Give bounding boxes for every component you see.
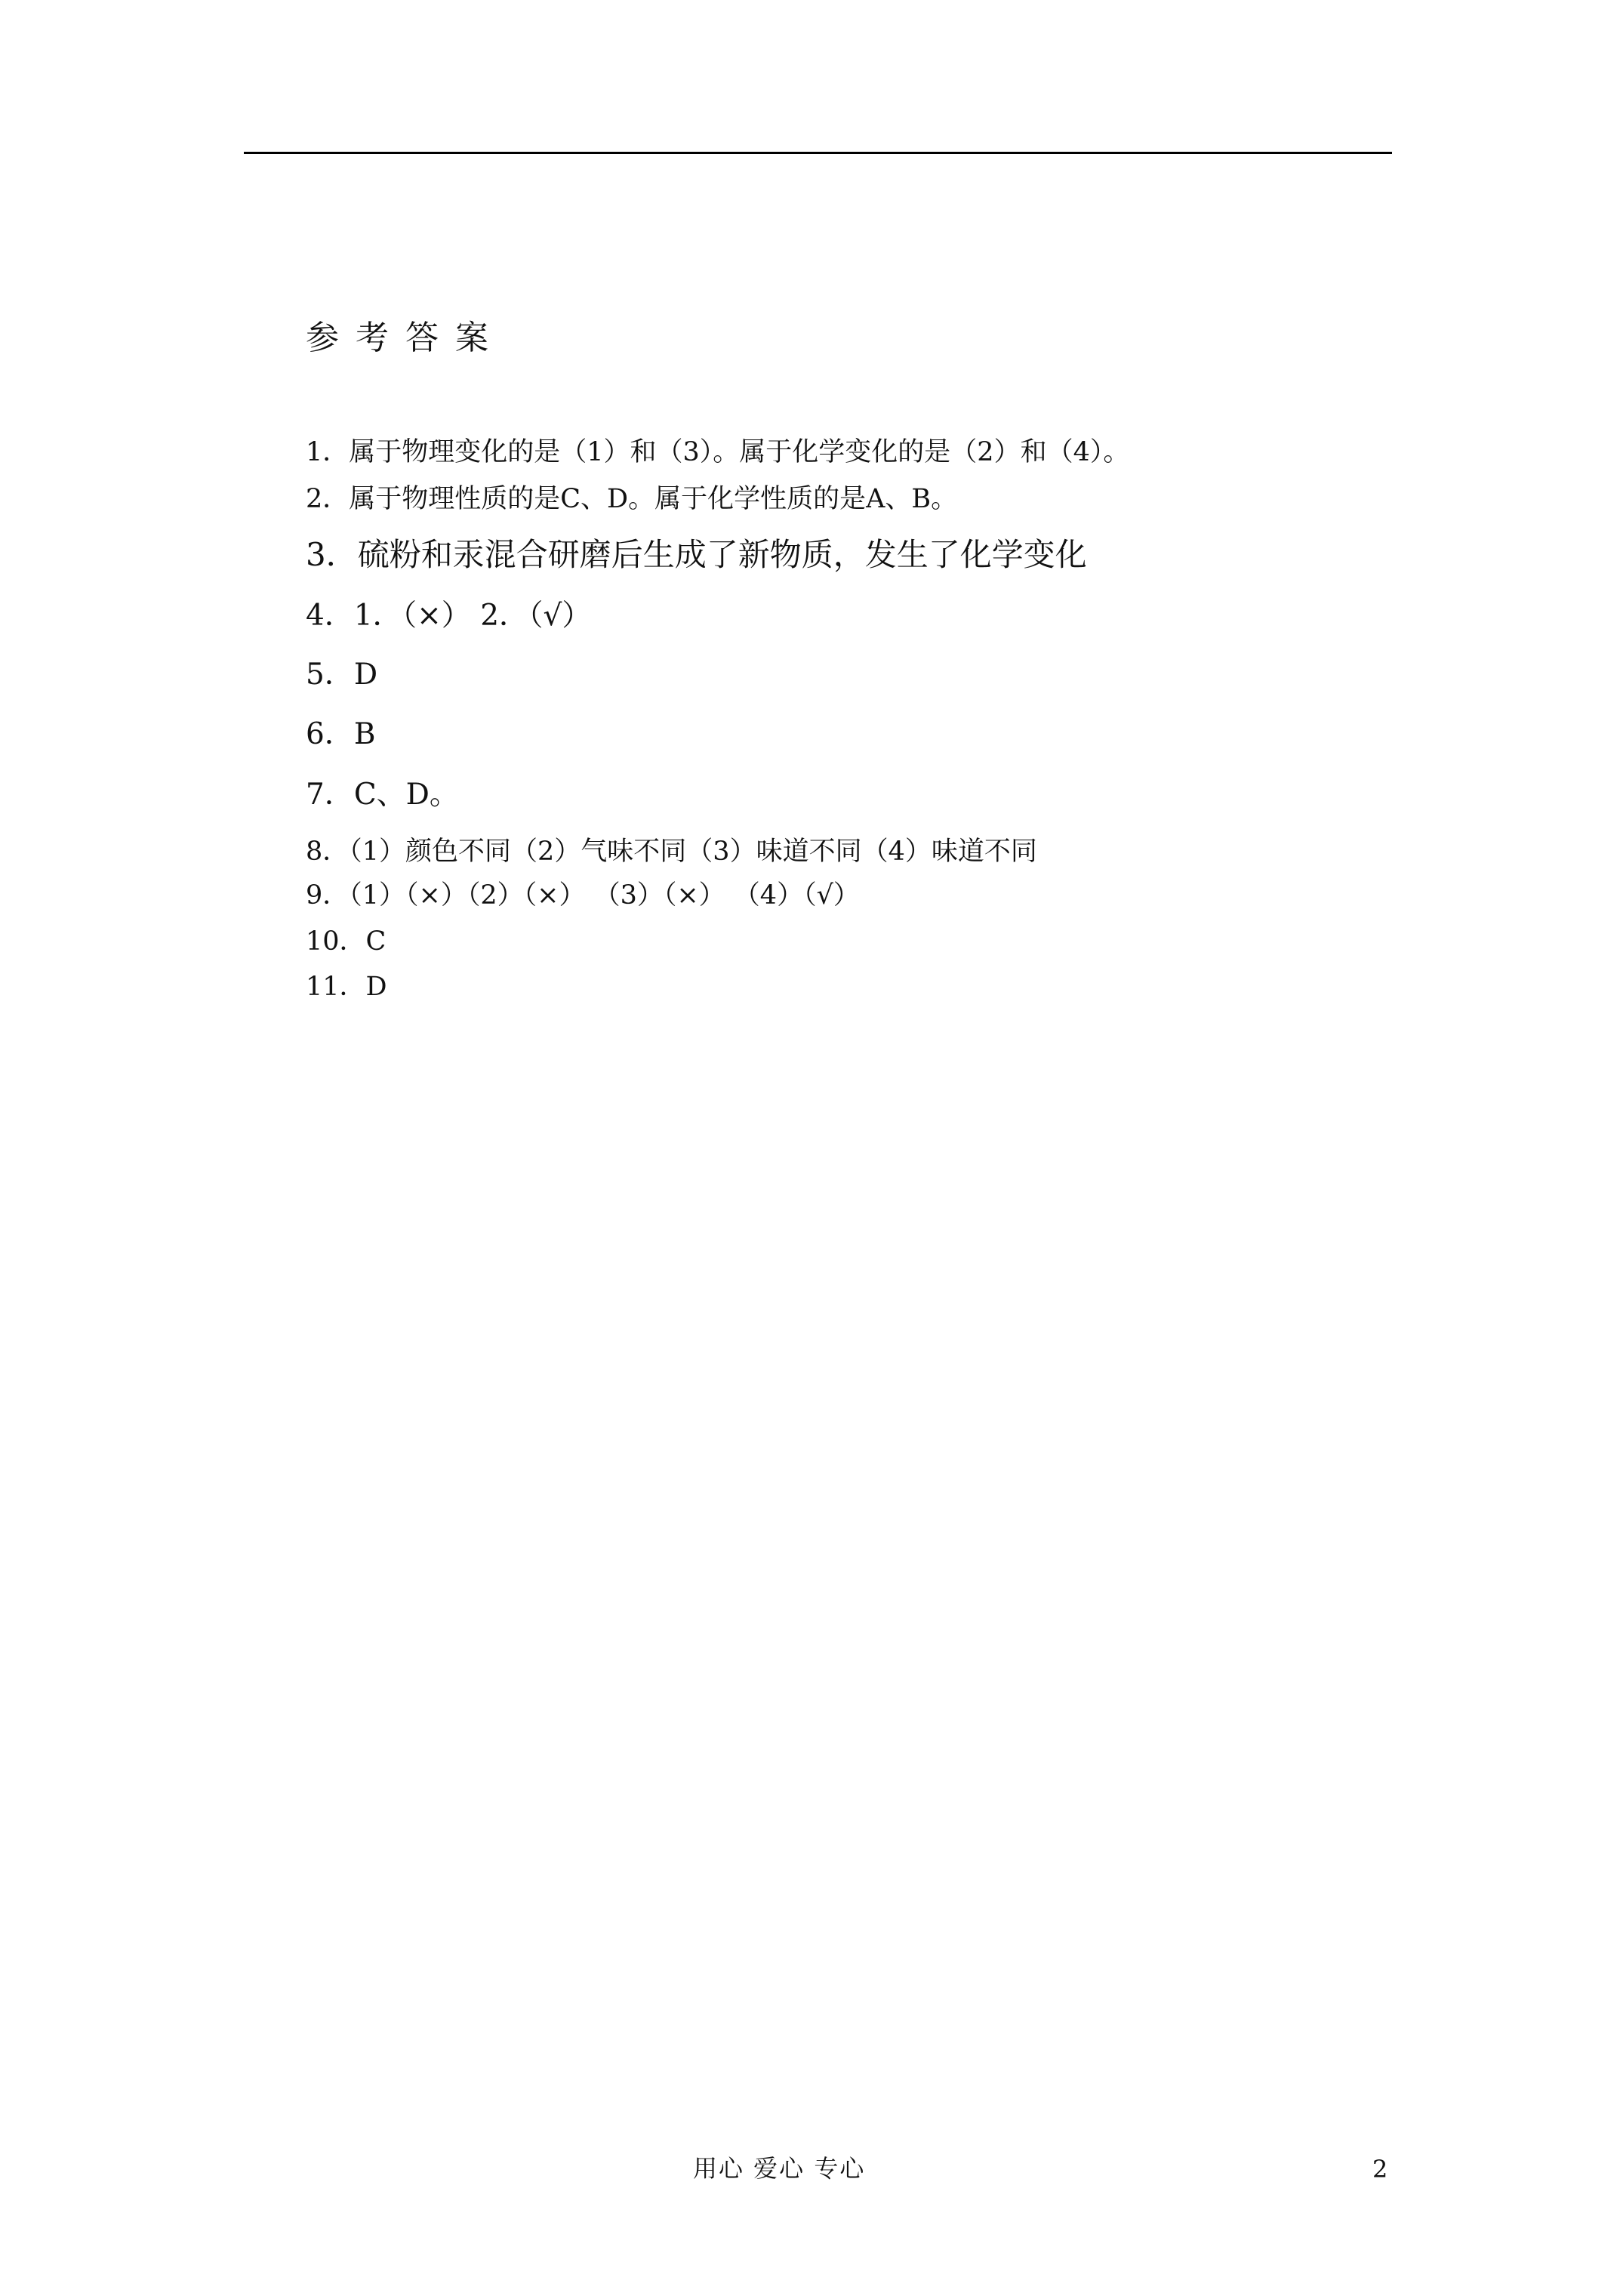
answer-11: 11．D	[306, 972, 387, 1002]
header-rule	[244, 152, 1392, 154]
answer-7: 7．C、D。	[306, 778, 459, 812]
page-number: 2	[1372, 2155, 1388, 2184]
answer-4: 4．1．（×） 2．（√）	[306, 599, 592, 633]
answer-3: 3．硫粉和汞混合研磨后生成了新物质，发生了化学变化	[306, 536, 1087, 573]
answer-1: 1．属于物理变化的是（1）和（3）。属于化学变化的是（2）和（4）。	[306, 437, 1130, 467]
answer-5: 5．D	[306, 658, 378, 692]
answer-9: 9．（1）（×）（2）（×） （3）（×） （4）（√）	[306, 880, 860, 911]
section-title: 参考答案	[306, 319, 505, 357]
answer-2: 2．属于物理性质的是C、D。属于化学性质的是A、B。	[306, 484, 958, 514]
answer-8: 8．（1）颜色不同（2）气味不同（3）味道不同（4）味道不同	[306, 837, 1037, 867]
answer-6: 6．B	[306, 717, 376, 751]
answer-10: 10．C	[306, 926, 387, 957]
footer-text: 用心 爱心 专心	[693, 2154, 866, 2183]
